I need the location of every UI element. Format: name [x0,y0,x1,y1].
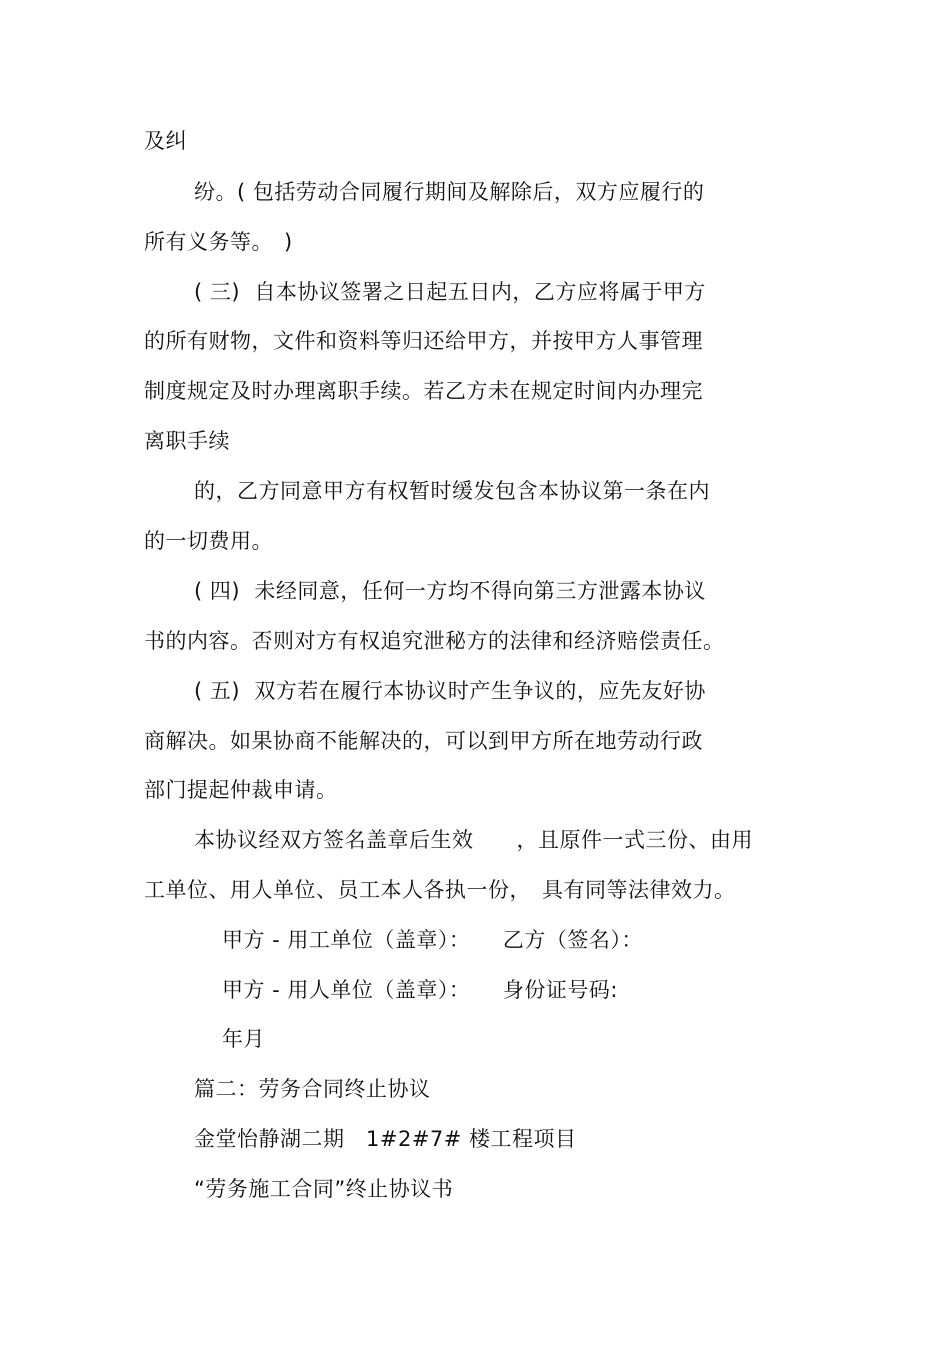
text-line: 商解决。如果协商不能解决的，可以到甲方所在地劳动行政 [144,729,703,753]
text-line: 工单位、用人单位、员工本人各执一份， 具有同等法律效力。 [144,878,736,902]
text-line: 书的内容。否则对方有权追究泄秘方的法律和经济赔偿责任。 [144,629,725,653]
text-line: 的，乙方同意甲方有权暂时缓发包含本协议第一条在内 [194,479,710,503]
document-title: “劳务施工合同”终止协议书 [194,1177,454,1201]
text-line: ( 五) 双方若在履行本协议时产生争议的，应先友好协 [194,679,706,703]
text-line: ( 四) 未经同意，任何一方均不得向第三方泄露本协议 [194,579,706,603]
text-line: 制度规定及时办理离职手续。若乙方未在规定时间内办理完 [144,379,703,403]
project-name: 金堂怡静湖二期 1#2#7# 楼工程项目 [194,1127,577,1151]
text-line: ( 三) 自本协议签署之日起五日内，乙方应将属于甲方 [194,280,706,304]
section-heading: 篇二：劳务合同终止协议 [194,1077,431,1101]
date-line: 年月 [222,1027,265,1051]
text-line: 的所有财物，文件和资料等归还给甲方，并按甲方人事管理 [144,329,703,353]
text-line: 纷。( 包括劳动合同履行期间及解除后，双方应履行的 [194,180,705,204]
text-line: 离职手续 [144,429,230,453]
signature-line: 甲方 - 用人单位（盖章）： 身份证号码: [222,978,619,1002]
text-line: 的一切费用。 [144,529,273,553]
text-line: 部门提起仲裁申请。 [144,778,338,802]
text-line: 及纠 [144,129,187,153]
text-line: 所有义务等。 ) [144,230,293,254]
signature-line: 甲方 - 用工单位（盖章）： 乙方（签名）： [222,928,643,952]
text-line: 本协议经双方签名盖章后生效 ，且原件一式三份、由用 [194,828,753,852]
